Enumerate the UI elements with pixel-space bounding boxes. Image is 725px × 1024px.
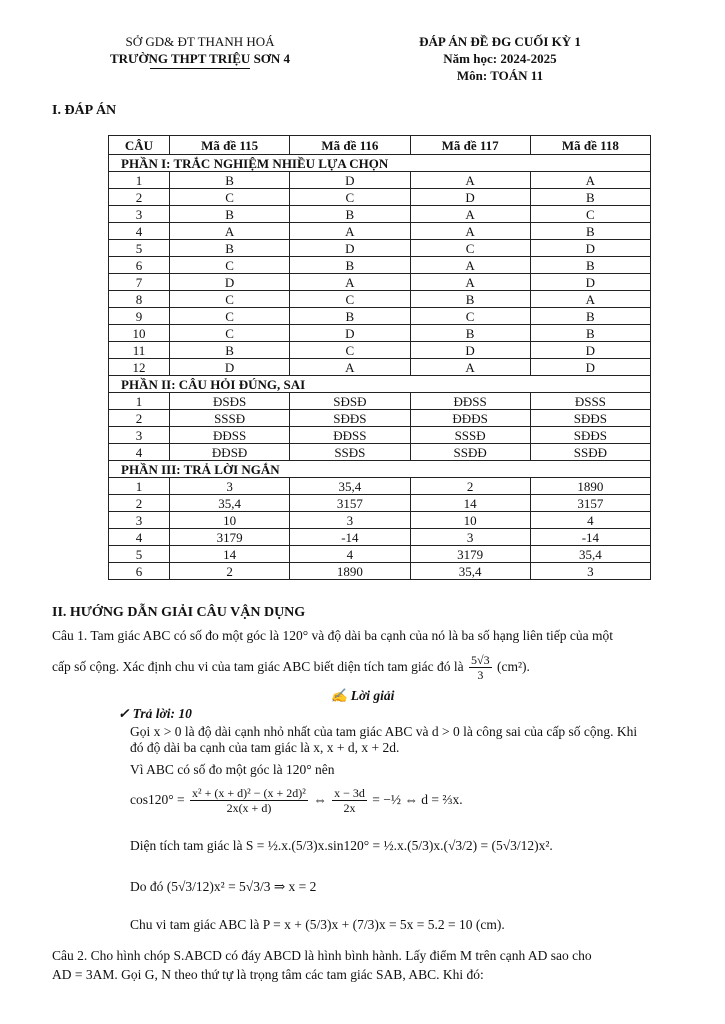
answer-cell: D — [530, 359, 650, 376]
answer-cell: D — [410, 189, 530, 206]
answer-cell: C — [290, 189, 410, 206]
question-number-cell: 3 — [109, 427, 170, 444]
question-number-cell: 5 — [109, 240, 170, 257]
table-row — [109, 172, 651, 189]
question-number-cell: 6 — [109, 257, 170, 274]
answer-cell: -14 — [290, 529, 410, 546]
answer-cell: D — [170, 359, 290, 376]
answer-cell: SSSĐ — [170, 410, 290, 427]
question-number-cell: 3 — [109, 206, 170, 223]
answer-cell: B — [170, 172, 290, 189]
answer-cell: B — [530, 257, 650, 274]
table-row — [109, 512, 651, 529]
part-header-row — [109, 155, 651, 172]
table-row — [109, 223, 651, 240]
answer-cell: D — [290, 325, 410, 342]
question-number-cell: 3 — [109, 512, 170, 529]
question-number-cell: 10 — [109, 325, 170, 342]
answer-cell: ĐSSS — [530, 393, 650, 410]
table-row — [109, 563, 651, 580]
question-2-line-2: AD = 3AM. Gọi G, N theo thứ tự là trọng tâm các tam giác SAB, ABC. Khi đó: — [52, 967, 484, 982]
answer-cell: D — [410, 342, 530, 359]
cos-rhs: = −½ ⇔ d = ⅔x. — [372, 792, 463, 807]
answer-cell: 3179 — [170, 529, 290, 546]
answer-cell: 10 — [410, 512, 530, 529]
table-header-row — [109, 136, 651, 155]
cos-fraction — [190, 786, 308, 815]
question-number-cell: 6 — [109, 563, 170, 580]
answer-cell: 14 — [410, 495, 530, 512]
answer-cell: B — [530, 189, 650, 206]
section-title-answers: I. ĐÁP ÁN — [52, 103, 117, 118]
table-row — [109, 274, 651, 291]
answer-cell: C — [410, 308, 530, 325]
answer-cell: SSSĐ — [410, 427, 530, 444]
question-number-cell: 5 — [109, 546, 170, 563]
answer-cell: A — [290, 274, 410, 291]
table-row — [109, 189, 651, 206]
table-row — [109, 393, 651, 410]
question-number-cell: 2 — [109, 495, 170, 512]
answer-cell: 35,4 — [290, 478, 410, 495]
answer-cell: 3157 — [530, 495, 650, 512]
answer-cell: A — [410, 257, 530, 274]
doc-title: ĐÁP ÁN ĐỀ ĐG CUỐI KỲ 1 — [419, 34, 581, 49]
table-row — [109, 257, 651, 274]
answer-cell: A — [410, 206, 530, 223]
perimeter-line: Chu vi tam giác ABC là P = x + (5/3)x + (7/3)x = 5x = 5.2 = 10 (cm). — [130, 917, 505, 932]
area-unit: (cm²). — [496, 659, 530, 674]
answer-cell: 3157 — [290, 495, 410, 512]
answer-table — [108, 135, 651, 580]
table-row — [109, 444, 651, 461]
header-right — [380, 33, 620, 84]
answer-cell: D — [290, 240, 410, 257]
answer-cell: B — [170, 342, 290, 359]
answer-cell: C — [170, 257, 290, 274]
solve-x: Do đó (5√3/12)x² = 5√3/3 ⇒ x = 2 — [130, 879, 317, 894]
answer-cell: 3179 — [410, 546, 530, 563]
answer-cell: A — [410, 223, 530, 240]
question-number-cell: 4 — [109, 529, 170, 546]
question-number-cell: 4 — [109, 444, 170, 461]
answer-cell: 3 — [410, 529, 530, 546]
answer-cell: 4 — [290, 546, 410, 563]
part-header-row — [109, 376, 651, 393]
answer-cell: SĐĐS — [290, 410, 410, 427]
answer-cell: 35,4 — [530, 546, 650, 563]
answer-cell: C — [410, 240, 530, 257]
solution-line-2: đó độ dài ba cạnh của tam giác là x, x + d, x + 2d. — [130, 740, 400, 755]
answer-cell: SĐĐS — [530, 410, 650, 427]
answer-cell: 3 — [290, 512, 410, 529]
answer-cell: SSĐĐ — [410, 444, 530, 461]
answer-cell: A — [290, 223, 410, 240]
table-row — [109, 342, 651, 359]
answer-cell: ĐĐSS — [290, 427, 410, 444]
answer-cell: B — [530, 223, 650, 240]
answer-cell: B — [290, 308, 410, 325]
department-name: SỞ GD& ĐT THANH HOÁ — [125, 34, 275, 49]
answer-cell: B — [530, 308, 650, 325]
answer-cell: 3 — [170, 478, 290, 495]
answer-line: ✓ Trả lời: 10 — [118, 706, 192, 721]
answer-cell: 2 — [410, 478, 530, 495]
question-number-cell: 11 — [109, 342, 170, 359]
answer-cell: C — [530, 206, 650, 223]
answer-cell: D — [530, 240, 650, 257]
answer-cell: SĐSĐ — [290, 393, 410, 410]
cos-denominator-2: 2x — [343, 801, 356, 816]
answer-cell: 1890 — [290, 563, 410, 580]
part-title: PHẦN II: CÂU HỎI ĐÚNG, SAI — [109, 376, 651, 393]
table-row — [109, 291, 651, 308]
answer-cell: 14 — [170, 546, 290, 563]
question-1-line-1: Câu 1. Tam giác ABC có số đo một góc là 120° và độ dài ba cạnh của nó là ba số hạng liên tiếp của một — [52, 628, 613, 643]
answer-cell: B — [410, 325, 530, 342]
col-header: Mã đề 115 — [170, 136, 290, 155]
area-denominator: 3 — [477, 668, 484, 683]
question-number-cell: 1 — [109, 393, 170, 410]
question-number-cell: 9 — [109, 308, 170, 325]
question-number-cell: 4 — [109, 223, 170, 240]
answer-cell: A — [410, 172, 530, 189]
answer-cell: 35,4 — [410, 563, 530, 580]
answer-cell: ĐSĐS — [170, 393, 290, 410]
solution-line-1: Gọi x > 0 là độ dài cạnh nhỏ nhất của tam giác ABC và d > 0 là công sai của cấp số cộng. Khi — [130, 724, 638, 739]
answer-cell: D — [290, 172, 410, 189]
table-row — [109, 478, 651, 495]
col-header: CÂU — [109, 136, 170, 155]
answer-cell: ĐĐĐS — [410, 410, 530, 427]
question-number-cell: 12 — [109, 359, 170, 376]
header-underline — [150, 68, 250, 69]
question-1-text: cấp số cộng. Xác định chu vi của tam giác ABC biết diện tích tam giác đó là — [52, 659, 464, 674]
area-fraction — [469, 653, 492, 682]
col-header: Mã đề 118 — [530, 136, 650, 155]
answer-cell: C — [170, 189, 290, 206]
answer-cell: C — [170, 308, 290, 325]
cos-lhs: cos120° = — [130, 792, 185, 807]
answer-cell: C — [170, 291, 290, 308]
cos-numerator-2: x − 3d — [334, 786, 365, 801]
answer-cell: ĐĐSS — [410, 393, 530, 410]
answer-cell: 10 — [170, 512, 290, 529]
table-row — [109, 240, 651, 257]
answer-cell: ĐĐSĐ — [170, 444, 290, 461]
table-row — [109, 529, 651, 546]
answer-cell: SSĐĐ — [530, 444, 650, 461]
answer-cell: A — [530, 291, 650, 308]
school-name: TRƯỜNG THPT TRIỆU SƠN 4 — [109, 51, 291, 66]
answer-cell: A — [410, 359, 530, 376]
answer-cell: B — [290, 257, 410, 274]
answer-cell: D — [170, 274, 290, 291]
question-number-cell: 1 — [109, 172, 170, 189]
answer-cell: 1890 — [530, 478, 650, 495]
answer-cell: C — [290, 342, 410, 359]
answer-cell: B — [170, 206, 290, 223]
table-row — [109, 206, 651, 223]
answer-cell: A — [290, 359, 410, 376]
answer-cell: B — [170, 240, 290, 257]
subject: Môn: TOÁN 11 — [456, 68, 544, 83]
answer-cell: D — [530, 342, 650, 359]
cos-equivalence: ⇔ — [313, 792, 327, 807]
answer-cell: B — [290, 206, 410, 223]
answer-cell: A — [410, 274, 530, 291]
answer-cell: B — [530, 325, 650, 342]
table-row — [109, 308, 651, 325]
cos-denominator: 2x(x + d) — [226, 801, 272, 816]
solution-label: ✍ Lời giải — [330, 688, 395, 703]
part-title: PHẦN III: TRẢ LỜI NGẮN — [109, 461, 651, 478]
answer-cell: B — [410, 291, 530, 308]
question-number-cell: 2 — [109, 410, 170, 427]
table-row — [109, 495, 651, 512]
cos-equation — [130, 780, 695, 820]
question-number-cell: 7 — [109, 274, 170, 291]
answer-cell: 35,4 — [170, 495, 290, 512]
cos-fraction-2 — [332, 786, 367, 815]
section-title-solutions: II. HƯỚNG DẪN GIẢI CÂU VẬN DỤNG — [52, 605, 306, 620]
part-header-row — [109, 461, 651, 478]
solution-line-3: Vì ABC có số đo một góc là 120° nên — [130, 762, 335, 777]
table-row — [109, 325, 651, 342]
part-title: PHẦN I: TRẮC NGHIỆM NHIỀU LỰA CHỌN — [109, 155, 651, 172]
answer-cell: -14 — [530, 529, 650, 546]
table-row — [109, 359, 651, 376]
answer-cell: D — [530, 274, 650, 291]
area-formula: Diện tích tam giác là S = ½.x.(5/3)x.sin120° = ½.x.(5/3)x.(√3/2) = (5√3/12)x². — [130, 838, 553, 853]
answer-cell: SĐĐS — [530, 427, 650, 444]
table-row — [109, 546, 651, 563]
question-number-cell: 1 — [109, 478, 170, 495]
col-header: Mã đề 116 — [290, 136, 410, 155]
school-year: Năm học: 2024-2025 — [443, 51, 557, 66]
table-row — [109, 427, 651, 444]
answer-cell: C — [170, 325, 290, 342]
question-number-cell: 8 — [109, 291, 170, 308]
header-left — [80, 33, 320, 69]
answer-cell: A — [170, 223, 290, 240]
answer-cell: SSĐS — [290, 444, 410, 461]
cos-numerator: x² + (x + d)² − (x + 2d)² — [192, 786, 306, 801]
question-2-line-1: Câu 2. Cho hình chóp S.ABCD có đáy ABCD là hình bình hành. Lấy điểm M trên cạnh AD sao cho — [52, 948, 592, 963]
answer-cell: A — [530, 172, 650, 189]
area-numerator: 5√3 — [471, 653, 490, 668]
answer-cell: ĐĐSS — [170, 427, 290, 444]
answer-cell: 4 — [530, 512, 650, 529]
answer-cell: C — [290, 291, 410, 308]
answer-cell: 2 — [170, 563, 290, 580]
question-1-line-2 — [52, 650, 692, 684]
answer-cell: 3 — [530, 563, 650, 580]
question-number-cell: 2 — [109, 189, 170, 206]
table-row — [109, 410, 651, 427]
col-header: Mã đề 117 — [410, 136, 530, 155]
